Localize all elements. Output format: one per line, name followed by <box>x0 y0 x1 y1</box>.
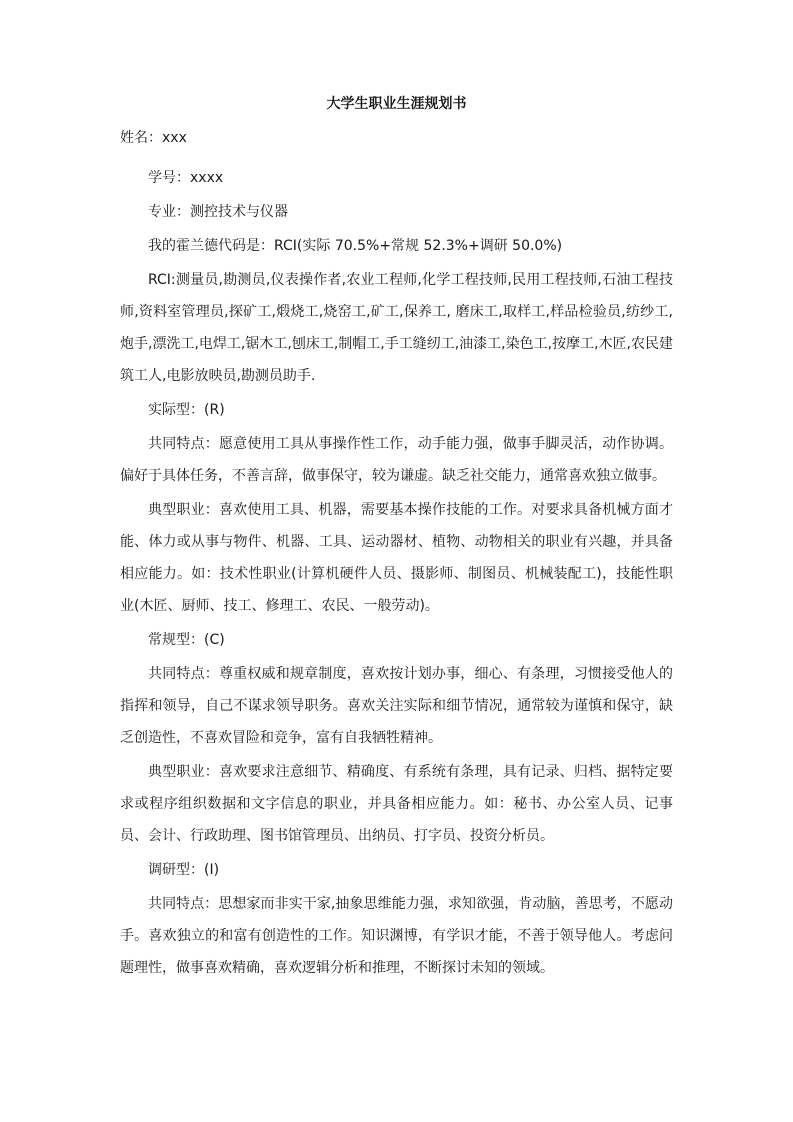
conventional-traits-paragraph: 共同特点：尊重权威和规章制度，喜欢按计划办事，细心、有条理，习惯接受他人的指挥和领导，自己不谋求领导职务。喜欢关注实际和细节情况，通常较为谨慎和保守，缺乏创造性，不喜欢冒险和竞争，富有自我牺牲精神。 <box>120 666 673 746</box>
investigative-traits-paragraph: 共同特点：思想家而非实干家,抽象思维能力强，求知欲强，肯动脑，善思考，不愿动手。喜欢独立的和富有创造性的工作。知识渊博，有学识才能，不善于领导他人。考虑问题理性，做事喜欢精确，喜欢逻辑分析和推理，不断探讨未知的领域。 <box>120 896 673 976</box>
realistic-jobs-paragraph: 典型职业：喜欢使用工具、机器，需要基本操作技能的工作。对要求具备机械方面才能、体力或从事与物件、机器、工具、运动器材、植物、动物相关的职业有兴趣，并具备相应能力。如：技术性职业(计算机硬件人员、摄影师、制图员、机械装配工)，技能性职业(木匠、厨师、技工、修理工、农民、一般劳动)。 <box>120 502 673 614</box>
rci-jobs-paragraph: RCI:测量员,勘测员,仪表操作者,农业工程师,化学工程技师,民用工程技师,石油工程技师,资料室管理员,探矿工,煅烧工,烧窑工,矿工,保养工, 磨床工,取样工,样品检验员,纺纱工,炮手,漂洗工,电焊工,锯木工,刨床工,制帽工,手工缝纫工,油漆工,染色工,按摩工,木匠,农民建筑工人,电影放映员,勘测员助手. <box>120 272 673 384</box>
student-id-line: 学号：xxxx <box>148 170 224 186</box>
conventional-jobs-paragraph: 典型职业：喜欢要求注意细节、精确度、有系统有条理，具有记录、归档、据特定要求或程序组织数据和文字信息的职业，并具备相应能力。如：秘书、办公室人员、记事员、会计、行政助理、图书馆管理员、出纳员、打字员、投资分析员。 <box>120 764 673 844</box>
name-line: 姓名：xxx <box>120 130 187 146</box>
document-title: 大学生职业生涯规划书 <box>326 96 467 112</box>
conventional-heading: 常规型：(C) <box>148 632 225 648</box>
document-page <box>120 94 673 986</box>
investigative-heading: 调研型：(I) <box>148 862 220 878</box>
major-line: 专业：测控技术与仪器 <box>148 204 288 220</box>
realistic-heading: 实际型：(R) <box>148 402 225 418</box>
realistic-traits-paragraph: 共同特点：愿意使用工具从事操作性工作，动手能力强，做事手脚灵活，动作协调。偏好于具体任务，不善言辞，做事保守，较为谦虚。缺乏社交能力，通常喜欢独立做事。 <box>120 436 673 484</box>
holland-code-line: 我的霍兰德代码是：RCI(实际 70.5%+常规 52.3%+调研 50.0%) <box>148 238 563 254</box>
